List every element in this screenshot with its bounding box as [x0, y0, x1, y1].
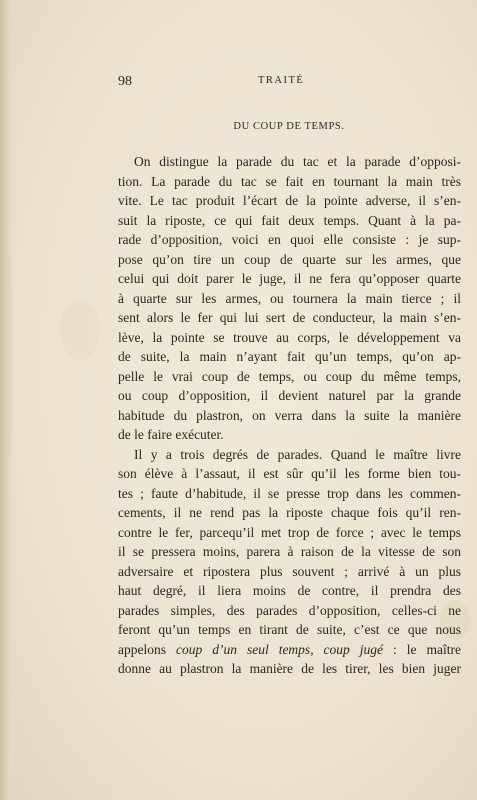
text-line: vite. Le tac produit l’écart de la pointe adverse, il s’en-	[118, 193, 461, 208]
running-title: TRAITÉ	[258, 75, 305, 86]
text-line: On distingue la parade du tac et la parade d’opposi-	[134, 154, 461, 169]
section-title: DU COUP DE TEMPS.	[233, 121, 345, 132]
text-line: pose qu’on tire un coup de quarte sur les armes, que	[118, 251, 461, 267]
page-number: 98	[118, 74, 132, 89]
body-text	[118, 152, 461, 679]
text-line: de suite, la main n’ayant fait qu’un temps, qu’on ap-	[118, 349, 461, 364]
text-line: lève, la pointe se trouve au corps, le développement va	[118, 329, 461, 345]
text-line: il se pressera moins, parera à raison de la vitesse de son	[118, 544, 461, 559]
text-line: cements, il ne rend pas la riposte chaque fois qu’il ren-	[118, 505, 461, 520]
text-line: son élève à l’assaut, il est sûr qu’il les forme bien tou-	[118, 466, 461, 481]
text-segment: : le maître	[383, 641, 461, 657]
text-line: Il y a trois degrés de parades. Quand le maître livre	[134, 446, 461, 462]
paper-stain	[60, 300, 100, 360]
text-line: pelle le vrai coup de temps, ou coup du même temps,	[118, 368, 461, 384]
text-line: parades simples, des parades d’opposition, celles-ci ne	[118, 602, 461, 618]
page-header	[118, 74, 455, 92]
text-line: de le faire exécuter.	[118, 427, 224, 442]
italic-term: coup d’un seul temps, coup jugé	[175, 641, 384, 657]
text-line: celui qui doit parer le juge, il ne fera qu’opposer quarte	[118, 271, 461, 286]
text-line: haut degré, il liera moins de contre, il prendra des	[118, 583, 461, 598]
text-line: rade d’opposition, voici en quoi elle consiste : je sup-	[118, 232, 461, 247]
text-line-italic	[118, 640, 461, 660]
text-line: sent alors le fer qui lui sert de conducteur, la main s’en-	[118, 310, 461, 325]
text-line: donne au plastron la manière de les tirer, les bien juger	[118, 661, 461, 676]
text-line: tion. La parade du tac se fait en tournant la main très	[118, 173, 461, 189]
text-line: contre le fer, parcequ’il met trop de force ; avec le temps	[118, 524, 461, 540]
text-line: à quarte sur les armes, ou tournera la main tierce ; il	[118, 290, 461, 306]
text-line: tes ; faute d’habitude, il se presse trop dans les commen-	[118, 485, 461, 501]
text-line: feront qu’un temps en tirant de suite, c’est ce que nous	[118, 622, 461, 637]
text-line: ou coup d’opposition, il devient naturel par la grande	[118, 388, 461, 403]
text-line: suit la riposte, ce qui fait deux temps. Quant à la pa-	[118, 212, 461, 228]
text-line: adversaire et ripostera plus souvent ; arrivé à un plus	[118, 563, 461, 579]
text-line: habitude du plastron, on verra dans la suite la manière	[118, 407, 461, 423]
page-gutter-shadow	[0, 0, 14, 800]
text-segment: appelons	[118, 641, 176, 657]
